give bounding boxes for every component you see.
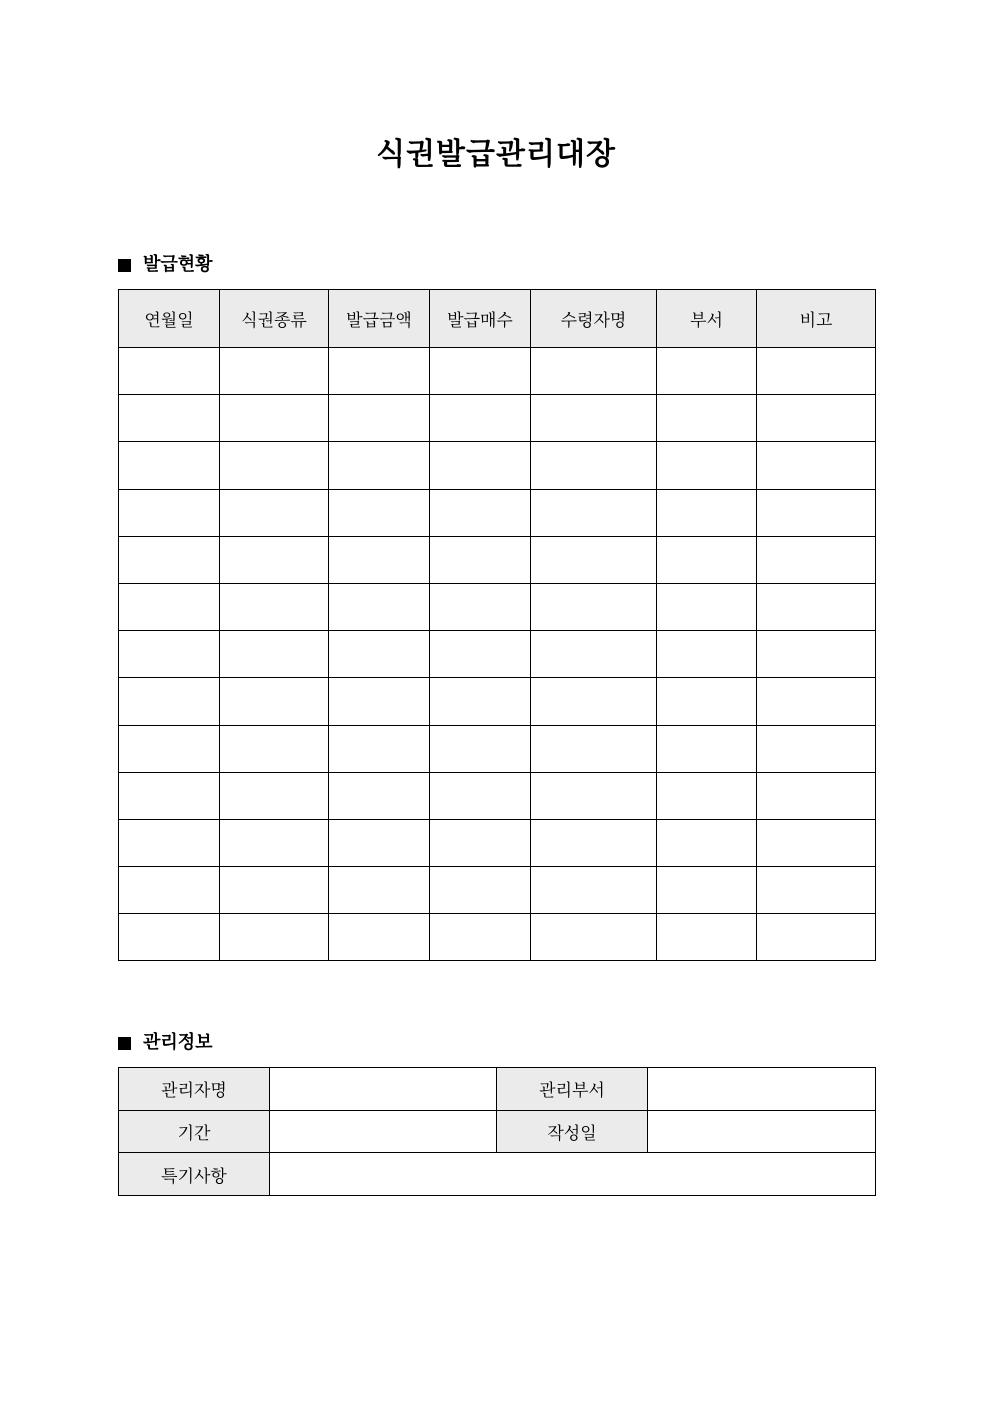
written-date-field[interactable] [648,1110,876,1153]
amount-cell[interactable] [329,819,430,866]
ticket-type-cell[interactable] [220,631,329,678]
department-cell[interactable] [657,914,757,961]
column-header-date: 연월일 [119,290,220,348]
ticket-type-cell[interactable] [220,489,329,536]
period-label: 기간 [119,1110,270,1153]
department-cell[interactable] [657,631,757,678]
department-cell[interactable] [657,819,757,866]
management-info-table [118,1067,876,1196]
department-cell[interactable] [657,583,757,630]
table-row [119,631,876,678]
date-cell[interactable] [119,725,220,772]
info-row [119,1153,876,1196]
manager-name-field[interactable] [270,1068,497,1111]
quantity-cell[interactable] [430,819,531,866]
amount-cell[interactable] [329,489,430,536]
recipient-cell[interactable] [531,348,657,395]
note-cell[interactable] [757,536,876,583]
amount-cell[interactable] [329,914,430,961]
date-cell[interactable] [119,489,220,536]
column-header-amount: 발급금액 [329,290,430,348]
recipient-cell[interactable] [531,819,657,866]
ticket-type-cell[interactable] [220,395,329,442]
note-cell[interactable] [757,725,876,772]
table-row [119,678,876,725]
note-cell[interactable] [757,772,876,819]
issue-table-header-row [119,290,876,348]
column-header-recipient: 수령자명 [531,290,657,348]
column-header-ticket-type: 식권종류 [220,290,329,348]
recipient-cell[interactable] [531,867,657,914]
amount-cell[interactable] [329,772,430,819]
recipient-cell[interactable] [531,678,657,725]
quantity-cell[interactable] [430,914,531,961]
department-cell[interactable] [657,489,757,536]
column-header-quantity: 발급매수 [430,290,531,348]
quantity-cell[interactable] [430,772,531,819]
ticket-type-cell[interactable] [220,772,329,819]
date-cell[interactable] [119,395,220,442]
quantity-cell[interactable] [430,536,531,583]
quantity-cell[interactable] [430,442,531,489]
recipient-cell[interactable] [531,442,657,489]
note-cell[interactable] [757,819,876,866]
table-row [119,395,876,442]
amount-cell[interactable] [329,583,430,630]
ticket-type-cell[interactable] [220,867,329,914]
recipient-cell[interactable] [531,772,657,819]
remarks-field[interactable] [270,1153,876,1196]
note-cell[interactable] [757,867,876,914]
amount-cell[interactable] [329,678,430,725]
quantity-cell[interactable] [430,725,531,772]
quantity-cell[interactable] [430,867,531,914]
table-row [119,583,876,630]
table-row [119,489,876,536]
note-cell[interactable] [757,489,876,536]
note-cell[interactable] [757,348,876,395]
department-cell[interactable] [657,348,757,395]
info-row [119,1068,876,1111]
amount-cell[interactable] [329,536,430,583]
info-row [119,1110,876,1153]
note-cell[interactable] [757,583,876,630]
note-cell[interactable] [757,678,876,725]
quantity-cell[interactable] [430,489,531,536]
date-cell[interactable] [119,914,220,961]
recipient-cell[interactable] [531,583,657,630]
ticket-type-cell[interactable] [220,583,329,630]
department-cell[interactable] [657,536,757,583]
amount-cell[interactable] [329,395,430,442]
recipient-cell[interactable] [531,395,657,442]
recipient-cell[interactable] [531,914,657,961]
table-row [119,914,876,961]
ticket-type-cell[interactable] [220,536,329,583]
ticket-type-cell[interactable] [220,348,329,395]
note-cell[interactable] [757,442,876,489]
remarks-label: 특기사항 [119,1153,270,1196]
quantity-cell[interactable] [430,583,531,630]
manager-dept-label: 관리부서 [497,1068,648,1111]
recipient-cell[interactable] [531,631,657,678]
ticket-type-cell[interactable] [220,819,329,866]
info-section-heading-text: 관리정보 [143,1032,213,1053]
department-cell[interactable] [657,395,757,442]
amount-cell[interactable] [329,725,430,772]
written-date-label: 작성일 [497,1110,648,1153]
ticket-type-cell[interactable] [220,725,329,772]
manager-name-label: 관리자명 [119,1068,270,1111]
manager-dept-field[interactable] [648,1068,876,1111]
date-cell[interactable] [119,442,220,489]
date-cell[interactable] [119,631,220,678]
department-cell[interactable] [657,772,757,819]
table-row [119,772,876,819]
quantity-cell[interactable] [430,631,531,678]
note-cell[interactable] [757,631,876,678]
date-cell[interactable] [119,583,220,630]
issue-status-table [118,289,876,961]
date-cell[interactable] [119,867,220,914]
date-cell[interactable] [119,678,220,725]
date-cell[interactable] [119,536,220,583]
recipient-cell[interactable] [531,489,657,536]
recipient-cell[interactable] [531,725,657,772]
date-cell[interactable] [119,348,220,395]
quantity-cell[interactable] [430,395,531,442]
table-row [119,536,876,583]
issue-section-heading [118,252,213,278]
square-bullet-icon [118,259,131,272]
department-cell[interactable] [657,867,757,914]
period-field[interactable] [270,1110,497,1153]
date-cell[interactable] [119,819,220,866]
issue-section-heading-text: 발급현황 [143,254,213,275]
table-row [119,442,876,489]
table-row [119,819,876,866]
amount-cell[interactable] [329,442,430,489]
table-row [119,867,876,914]
ticket-type-cell[interactable] [220,678,329,725]
recipient-cell[interactable] [531,536,657,583]
department-cell[interactable] [657,725,757,772]
note-cell[interactable] [757,395,876,442]
square-bullet-icon [118,1037,131,1050]
department-cell[interactable] [657,678,757,725]
table-row [119,348,876,395]
info-section-heading [118,1030,213,1056]
date-cell[interactable] [119,772,220,819]
column-header-department: 부서 [657,290,757,348]
amount-cell[interactable] [329,631,430,678]
quantity-cell[interactable] [430,678,531,725]
amount-cell[interactable] [329,867,430,914]
amount-cell[interactable] [329,348,430,395]
note-cell[interactable] [757,914,876,961]
ticket-type-cell[interactable] [220,442,329,489]
column-header-note: 비고 [757,290,876,348]
document-title: 식권발급관리대장 [376,137,616,172]
ticket-type-cell[interactable] [220,914,329,961]
quantity-cell[interactable] [430,348,531,395]
department-cell[interactable] [657,442,757,489]
table-row [119,725,876,772]
